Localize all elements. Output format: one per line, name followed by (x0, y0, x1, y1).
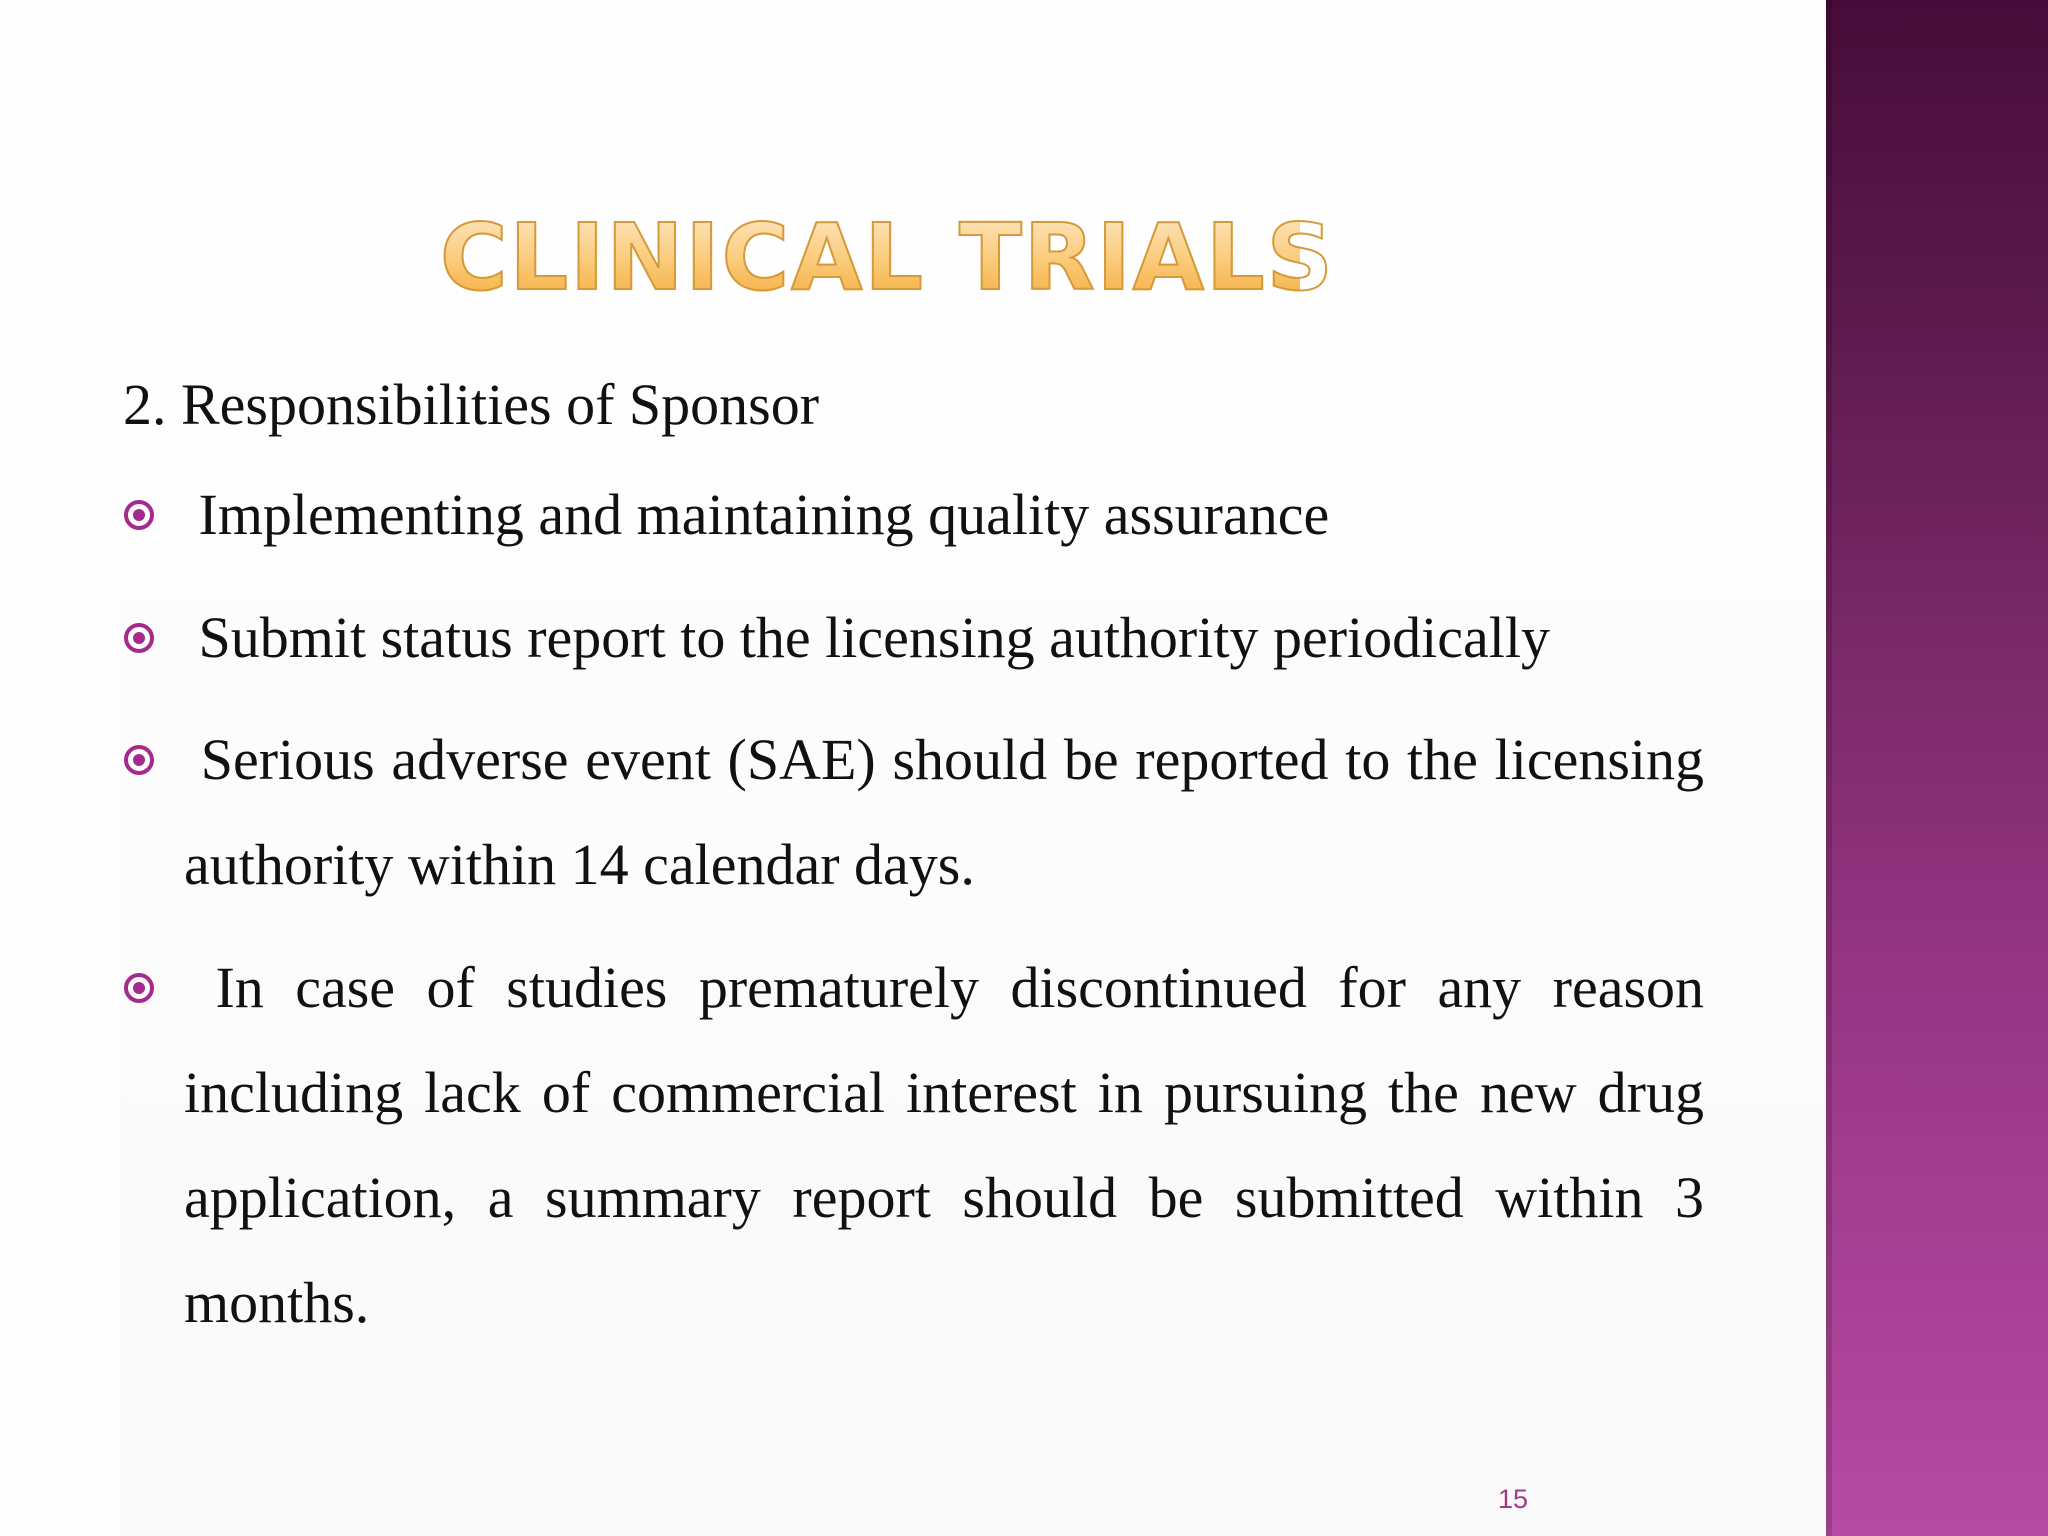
circled-dot-bullet-icon (124, 973, 154, 1003)
circled-dot-bullet-icon (124, 500, 154, 530)
section-subtitle: 2. Responsibilities of Sponsor (123, 372, 820, 437)
decorative-side-bar (1826, 0, 2048, 1536)
bullet-text: Implementing and maintaining quality assurance (198, 482, 1330, 547)
bullet-text: In case of studies prematurely discontinued for any reason including lack of commercial interest in pursuing the new drug application, a summary report should be submitted within 3 months. (184, 955, 1705, 1335)
side-bar-edge (1826, 0, 1832, 1536)
bullet-item-discontinued-studies (184, 935, 1704, 1355)
slide-title: CLINICAL TRIALS (440, 204, 1335, 311)
circled-dot-bullet-icon (124, 745, 154, 775)
page-number: 15 (1498, 1484, 1529, 1514)
bullet-item-quality-assurance (184, 462, 1704, 567)
bullet-text: Serious adverse event (SAE) should be reported to the licensing authority within 14 calendar days. (184, 727, 1705, 897)
bullet-item-status-report (184, 585, 1704, 690)
bullet-item-sae-reporting (184, 707, 1704, 917)
bullet-text: Submit status report to the licensing authority periodically (198, 605, 1550, 670)
circled-dot-bullet-icon (124, 623, 154, 653)
